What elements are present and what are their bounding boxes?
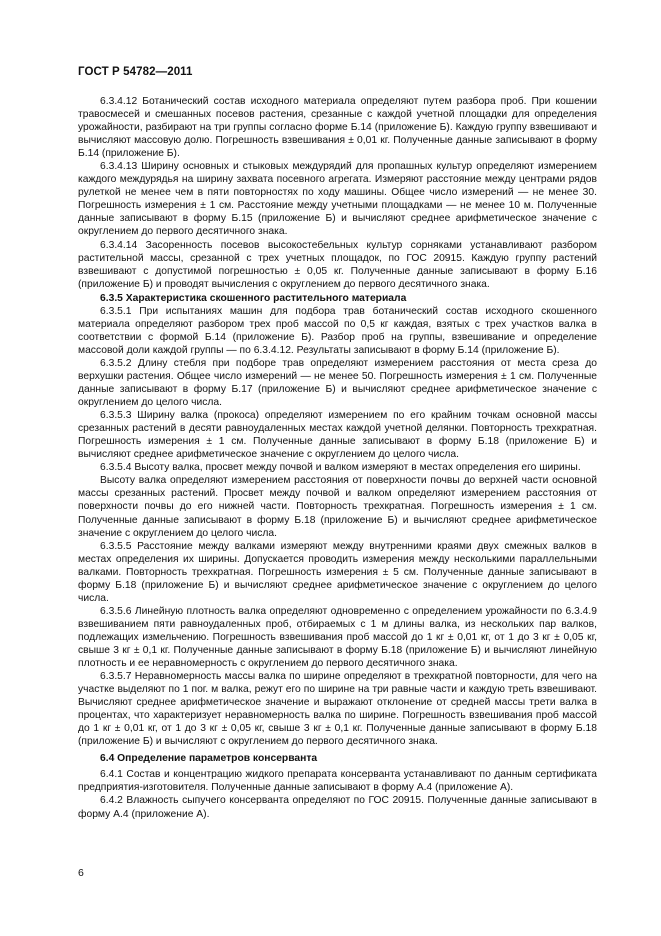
paragraph-6-3-5-4: 6.3.5.4 Высоту валка, просвет между почвой и валком измеряют в местах определения его ширины. [100,462,581,474]
paragraph-6-3-5-2: 6.3.5.2 Длину стебля при подборе трав определяют измерением расстояния от места среза до верхушки растения. Общее число измерений — не менее 50. Погрешность измерения ± 1 см. Полученные данные записывают в форму Б.17 (приложение Б) и вычисляют среднее арифметическое значение с округлением до целого числа. [78,357,597,409]
paragraph-6-3-5-6: 6.3.5.6 Линейную плотность валка определяют одновременно с определением урожайности по 6.3.4.9 взвешиванием пяти равноудаленных проб, отбираемых с 1 м длины валка, из нескольких пар валков, подлежащих измельчению. Погрешность взвешивания проб массой до 1 кг ± 0,01 кг, от 1 до 3 кг ± 0,05 кг, свыше 3 кг ± 0,1 кг. Полученные данные записывают в форму Б.18 (приложение Б) и вычисляют линейную плотность и ее неравномерность с округлением до первого десятичного знака. [78,605,597,670]
paragraph-6-3-5-1: 6.3.5.1 При испытаниях машин для подбора трав ботанический состав исходного скошенного материала определяют разбором трех проб массой по 0,5 кг каждая, взятых с трех участков валка в соответствии с формой Б.14 (приложение Б). Разбор проб на группы, взвешивание и определение массовой доли каждой группы — по 6.3.4.12. Результаты записывают в форму Б.14 (приложение Б). [78,305,597,356]
page-number: 6 [78,867,84,879]
paragraph-6-3-5-5: 6.3.5.5 Расстояние между валками измеряют между внутренними краями двух смежных валков в местах определения их ширины. Допускается проводить измерения между несколькими параллельными валками. Повторность трехкратная. Погрешность измерения ± 5 см. Полученные данные записывают в форму Б.18 (приложение Б) и вычисляют среднее арифметическое значение с округлением до целого числа. [78,540,597,604]
document-body [78,95,597,821]
section-heading-6-3-5: 6.3.5 Характеристика скошенного растительного материала [100,292,407,304]
document-header: ГОСТ Р 54782—2011 [78,66,193,78]
paragraph-6-4-1: 6.4.1 Состав и концентрацию жидкого препарата консерванта устанавливают по данным сертификата предприятия-изготовителя. Полученные данные записывают в форму А.4 (приложение А). [78,769,597,794]
paragraph-6-4-2: 6.4.2 Влажность сыпучего консерванта определяют по ГОС 20915. Полученные данные записывают в форму А.4 (приложение А). [78,795,597,820]
section-heading-6-4: 6.4 Определение параметров консерванта [100,753,318,765]
paragraph-6-3-4-14: 6.3.4.14 Засоренность посевов высокостебельных культур сорняками устанавливают разбором растительной массы, срезанной с трех учетных площадок, по ГОС 20915. Каждую группу растений взвешивают с допустимой погрешностью ± 0,05 кг. Полученные данные записывают в форму Б.16 (приложение Б) и проводят вычисления с округлением до первого десятичного знака. [78,239,597,290]
paragraph-6-3-4-13: 6.3.4.13 Ширину основных и стыковых междурядий для пропашных культур определяют измерением каждого междурядья на ширину захвата посевного агрегата. Измеряют расстояние между центрами рядов рулеткой не менее чем в пяти повторностях по ходу машины. Общее число измерений — не менее 30. Погрешность измерения ± 1 см. Расстояние между учетными площадками — не менее 10 м. Полученные данные записывают в форму Б.15 (приложение Б) и вычисляют среднее арифметическое значение с округлением до первого десятичного знака. [78,161,597,238]
paragraph-6-3-4-12: 6.3.4.12 Ботанический состав исходного материала определяют путем разбора проб. При кошении травосмесей и смешанных посевов растения, срезанные с каждой учетной площадки для определения урожайности, разбирают на три группы согласно форме Б.14 (приложение Б). Каждую группу взвешивают и вычисляют массовую долю. Погрешность взвешивания ± 0,01 кг. Полученные данные записывают в форму Б.14 (приложение Б). [78,96,597,160]
paragraph-6-3-5-7: 6.3.5.7 Неравномерность массы валка по ширине определяют в трехкратной повторности, для чего на участке выделяют по 1 пог. м валка, режут его по ширине на три равные части и каждую треть взвешивают. Вычисляют среднее арифметическое значение и выражают отклонение от средней массы трети валка в процентах, что характеризует неравномерность валка по ширине. Погрешность взвешивания проб массой до 1 кг ± 0,01 кг, от 1 до 3 кг ± 0,05 кг, свыше 3 кг ± 0,1 кг. Полученные данные записывают в форму Б.18 (приложение Б) и вычисляют с округлением до первого десятичного знака. [78,671,597,748]
paragraph-6-3-5-3: 6.3.5.3 Ширину валка (прокоса) определяют измерением по его крайним точкам основной массы срезанных растений в десяти равноудаленных местах каждой учетной делянки. Повторность трехкратная. Погрешность измерения ± 1 см. Полученные данные записывают в форму Б.18 (приложение Б) и вычисляют среднее арифметическое значение с округлением до целого числа. [78,410,597,461]
paragraph-6-3-5-4-cont: Высоту валка определяют измерением расстояния от поверхности почвы до верхней части основной массы срезанных растений. Просвет между почвой и валком определяют измерением расстояния от поверхности почвы до его нижней части. Повторность трехкратная. Погрешность измерения ± 1 см. Полученные данные записывают в форму Б.18 (приложение Б) и вычисляют среднее арифметическое значение с округлением до целого числа. [78,475,597,539]
